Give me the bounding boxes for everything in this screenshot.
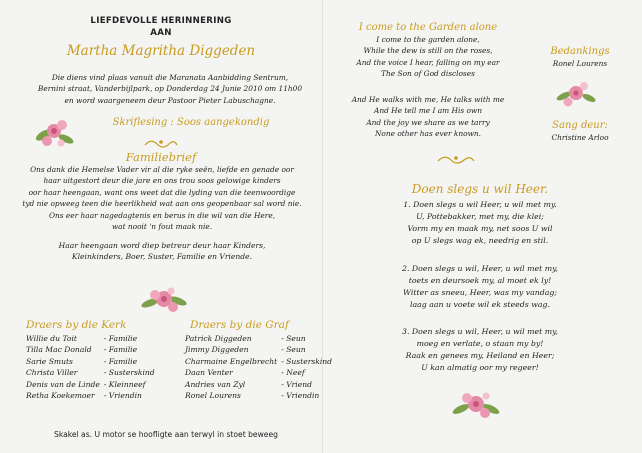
bearer-relation: - Neef [281,368,305,378]
familiebrief-line: wat nooit 'n fout maak nie. [111,222,213,232]
familiebrief-line: tyd nie opweeg teen die heerlikheid wat aan ons geopenbaar sal word nie. [22,199,302,209]
hymn-line: Witter as sneeu, Heer, was my vandag; [402,288,558,297]
heading-line2: AAN [150,28,172,38]
kerk-title: Draers by die Kerk [26,319,127,331]
hymn-line: U, Pottebakker, met my, die klei; [416,212,544,221]
bearer-relation: - Vriendin [281,391,320,401]
hymn-line: And the joy we share as we tarry [366,117,490,127]
flower-icon [141,283,187,319]
hymn-line: moeg en verlate, o staan my by! [416,339,544,348]
graf-bearers-table [185,333,336,401]
hymn-line: 2. Doen slegs u wil, Heer, u wil met my, [401,264,559,273]
flower-icon [556,78,596,112]
familiebrief-line: oor haar heengaan, want ons weet dat die lyding van die teenwoordige [28,187,296,197]
bearer-relation: - Familie [103,345,138,355]
ornament-divider [436,152,476,166]
bearer-name: Jimmy Diggeden [185,345,249,355]
familiebrief-title: Familiebrief [125,150,197,164]
intro-line: en word waargeneem deur Pastoor Pieter Labuschagne. [64,95,276,105]
bearer-name: Andries van Zyl [185,379,246,389]
bearer-row [185,344,336,355]
hymn-line: The Son of God discloses [381,69,475,79]
bearer-relation: - Vriend [281,379,312,389]
hymn2-verse2 [350,263,610,311]
bearer-name: Christa Viller [26,368,78,378]
hymn-line: laag aan u voete wil ek steeds wag. [409,300,551,309]
mourned-text [6,240,318,263]
bearer-row [185,356,336,367]
intro-line: Die diens vind plaas vanuit die Maranata Aanbidding Sentrum, [51,73,289,82]
bearer-name: Willie du Toit [26,334,77,343]
bearer-relation: - Susterskind [281,356,333,366]
familiebrief-text [6,164,318,232]
bearer-relation: - Kleinneef [103,379,146,389]
service-details [20,72,320,106]
bedankings-name: Ronel Lourens [552,59,608,68]
bearer-row [185,367,336,378]
bearer-relation: - Seun [281,334,306,343]
kerk-bearers-table [26,333,159,401]
bearer-relation: - Susterskind [103,368,155,378]
bearer-relation: - Familie [103,356,138,366]
bearer-row [185,333,336,344]
bearer-name: Sarie Smuts [26,356,73,366]
hymn-line: And He tell me I am His own [373,106,483,116]
footer-note: Skakel as. U motor se hoofligte aan terwyl in stoet beweeg [54,430,278,439]
heading-line1: LIEFDEVOLLE HERINNERING [90,16,232,26]
hymn-line: None other has ever known. [374,129,482,139]
hymn-line: While the dew is still on the roses, [363,46,493,56]
mourned-line: Haar heengaan word diep betreur deur haar Kinders, [58,241,266,250]
bearer-row [26,379,159,390]
bearer-name: Ronel Lourens [185,391,241,401]
bearer-row [26,367,159,378]
familiebrief-line: Ons dank die Hemelse Vader vir al die ryke seën, liefde en genade oor [30,165,294,174]
bearer-name: Tilla Mac Donald [26,345,92,355]
bearer-row [26,344,159,355]
bearer-row [26,390,159,401]
hymn-line: op U slegs wag ek, needrig en stil. [411,236,549,245]
hymn-line: I come to the garden alone, [376,35,480,44]
bedankings-title: Bedankings [550,46,610,57]
skriflesing: Skriflesing : Soos aangekondig [112,117,270,128]
mourned-line: Kleinkinders, Boer, Suster, Familie en Vriende. [71,252,253,262]
sang-name: Christine Arloo [551,133,609,142]
deceased-name: Martha Magritha Diggeden [66,43,256,59]
hymn2-title: Doen slegs u wil Heer. [411,182,549,196]
hymn1-title: I come to the Garden alone [358,22,498,33]
bearer-row [26,356,159,367]
bearer-name: Patrick Diggeden [185,334,252,343]
hymn-line: toets en deursoek my, al moet ek ly! [408,276,552,285]
intro-line: Bernini straat, Vanderbijlpark, op Donderdag 24 Junie 2010 om 11h00 [37,84,303,94]
bearer-name: Retha Koekemoer [26,391,95,401]
bearer-relation: - Seun [281,345,306,355]
hymn-line: And He walks with me, He talks with me [351,95,505,104]
bearer-relation: - Familie [103,334,138,343]
hymn2-verse3 [350,326,610,374]
hymn-line: Raak en genees my, Heiland en Heer; [405,351,555,360]
hymn-line: 1. Doen slegs u wil Heer, u wil met my. [403,200,557,209]
bearer-name: Daan Venter [185,368,233,378]
familiebrief-line: Ons eer haar nagedagtenis en berus in die wil van die Here, [48,210,276,220]
sang-title: Sang deur: [552,120,608,131]
hymn2-verse1 [350,199,610,247]
bearer-row [26,333,159,344]
flower-icon [34,113,76,153]
hymn1-verse2 [330,94,526,140]
bearer-row [185,390,336,401]
hymn-line: U kan almatig oor my regeer! [421,363,539,372]
graf-title: Draers by die Graf [190,319,289,331]
bearer-name: Charmaine Engelbrecht [185,356,278,366]
familiebrief-line: haar uitgestort deur die jare en ons trou soos gelowige kinders [43,176,281,186]
bearer-relation: - Vriendin [103,391,142,401]
hymn-line: And the voice I hear, falling on my ear [356,57,500,67]
flower-icon [452,387,500,423]
bearer-name: Denis van de Linde [26,379,100,389]
hymn1-verse1 [330,34,526,80]
ornament-divider [143,136,179,150]
hymn-line: Vorm my en maak my, net soos U wil [407,224,553,233]
bearer-row [185,379,336,390]
hymn-line: 3. Doen slegs u wil, Heer, u wil met my, [401,327,559,336]
